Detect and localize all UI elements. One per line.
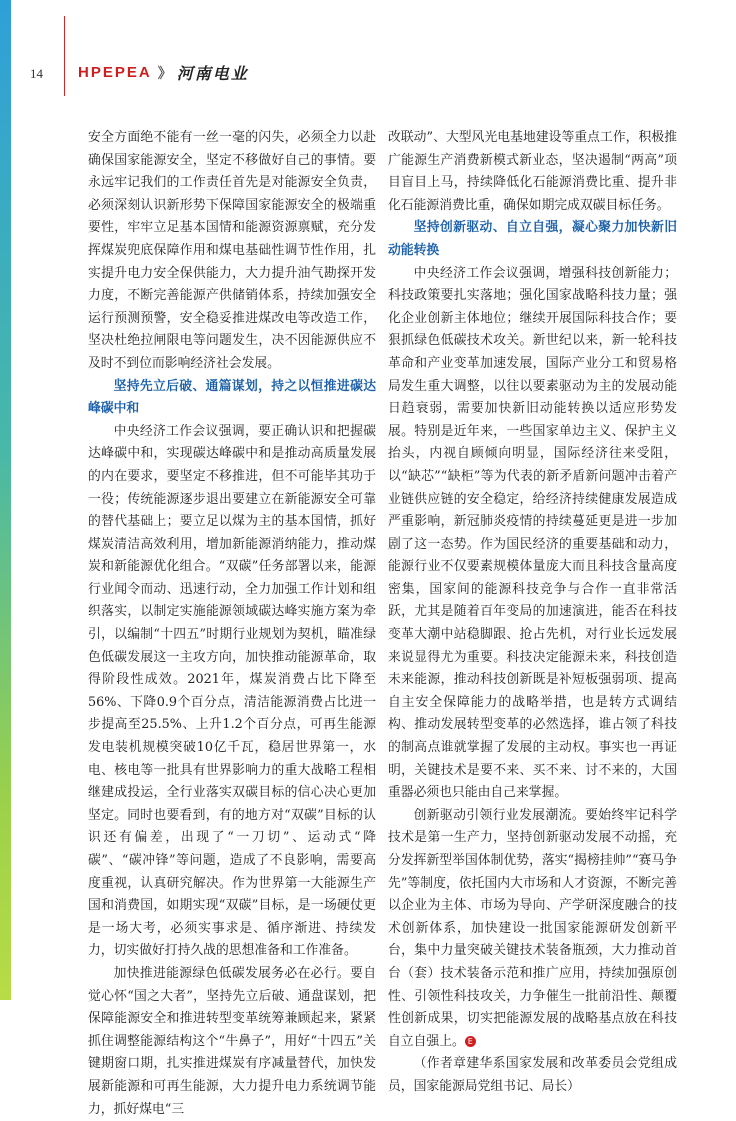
paragraph: 加快推进能源绿色低碳发展务必在必行。要自觉心怀“国之大者”，坚持先立后破、通盘谋划，把保障能源安全和推进转型变革统筹兼顾起来，紧紧抓住调整能源结构这个“牛鼻子”，用好“十四五”关键期窗口期，扎实推进煤炭有序减量替代，加快发展新能源和可再生能源，大力提升电力系统调节能力，抓好煤电“三 bbox=[88, 965, 376, 1117]
decorative-side-bar bbox=[0, 0, 11, 1000]
header-divider bbox=[64, 16, 65, 96]
masthead bbox=[78, 61, 249, 84]
left-column bbox=[88, 127, 376, 1121]
brand-logo-text: HPEPEA bbox=[78, 64, 152, 81]
chevron-separator-icon: 》 bbox=[157, 64, 171, 81]
paragraph: 中央经济工作会议强调，要正确认识和把握碳达峰碳中和，实现碳达峰碳中和是推动高质量发展的内在要求，要坚定不移推进，但不可能毕其功于一役；传统能源逐步退出要建立在新能源安全可靠的替代基础上；要立足以煤为主的基本国情，抓好煤炭清洁高效利用，增加新能源消纳能力，推动煤炭和新能源优化组合。“双碳”任务部署以来，能源行业闻令而动、迅速行动，全力加强工作计划和组织落实，以制定实施能源领域碳达峰实施方案为牵引，以编制“十四五”时期行业规划为契机，瞄准绿色低碳发展这一主攻方向，加快推动能源革命，取得阶段性成效。2021年，煤炭消费占比下降至56%、下降0.9个百分点，清洁能源消费占比进一步提高至25.5%、上升1.2个百分点，可再生能源发电装机规模突破10亿千瓦，稳居世界第一，水电、核电等一批具有世界影响力的重大战略工程相继建成投运，全行业落实双碳目标的信心决心更加坚定。同时也要看到，有的地方对“双碳”目标的认识还有偏差，出现了“一刀切”、运动式“降碳”、“碳冲锋”等问题，造成了不良影响，需要高度重视，认真研究解决。作为世界第一大能源生产国和消费国，如期实现“双碳”目标，是一场硬仗更是一场大考，必须实事求是、循序渐进、持续发力，切实做好打持久战的思想准备和工作准备。 bbox=[88, 423, 376, 959]
section-heading: 坚持先立后破、通篇谋划，持之以恒推进碳达峰碳中和 bbox=[88, 378, 376, 417]
article-end-icon: E bbox=[465, 1036, 476, 1047]
page-number: 14 bbox=[30, 66, 43, 81]
magazine-title: 河南电业 bbox=[176, 64, 249, 83]
right-column bbox=[388, 127, 677, 1099]
paragraph-text: 创新驱动引领行业发展潮流。要始终牢记科学技术是第一生产力，坚持创新驱动发展不动摇，充分发挥新型举国体制优势，落实“揭榜挂帅”“赛马争先”等制度，依托国内大市场和人才资源，不断完善以企业为主体、市场为导向、产学研深度融合的技术创新体系，加快建设一批国家能源研发创新平台，集中力量突破关键技术装备瓶颈，大力推动首台（套）技术装备示范和推广应用，持续加强原创性、引领性科技攻关，力争催生一批前沿性、颠覆性创新成果，切实把能源发展的战略基点放在科技自立自强上。 bbox=[388, 807, 677, 1049]
paragraph: 改联动”、大型风光电基地建设等重点工作，积极推广能源生产消费新模式新业态，坚决遏制“两高”项目盲目上马，持续降低化石能源消费比重、提升非化石能源消费比重，确保如期完成双碳目标任务。 bbox=[388, 130, 677, 213]
paragraph: 中央经济工作会议强调，增强科技创新能力；科技政策要扎实落地；强化国家战略科技力量；强化企业创新主体地位；继续开展国际科技合作；要狠抓绿色低碳技术攻关。新世纪以来，新一轮科技革命和产业变革加速发展，国际产业分工和贸易格局发生重大调整，以往以要素驱动为主的发展动能日趋衰弱，需要加快新旧动能转换以适应形势发展。特别是近年来，一些国家单边主义、保护主义抬头，内视自顾倾向明显，国际经济往来受阻，以“缺芯”“缺柜”等为代表的新矛盾新问题冲击着产业链供应链的安全稳定，给经济持续健康发展造成严重影响，新冠肺炎疫情的持续蔓延更是进一步加剧了这一态势。作为国民经济的重要基础和动力，能源行业不仅要素规模体量庞大而且科技含量高度密集，国家间的能源科技竞争与合作一直非常活跃，尤其是随着百年变局的加速演进，能否在科技变革大潮中站稳脚跟、抢占先机，对行业长远发展来说显得尤为重要。科技决定能源未来，科技创造未来能源，推动科技创新既是补短板强弱项、提高自主安全保障能力的战略举措，也是转方式调结构、推动发展转型变革的必然选择，谁占领了科技的制高点谁就掌握了发展的主动权。事实也一再证明，关键技术是要不来、买不来、讨不来的，大国重器必须也只能由自己来掌握。 bbox=[388, 265, 677, 801]
paragraph bbox=[388, 805, 677, 1054]
author-note: （作者章建华系国家发展和改革委员会党组成员，国家能源局党组书记、局长） bbox=[388, 1056, 677, 1094]
section-heading: 坚持创新驱动、自立自强，凝心聚力加快新旧动能转换 bbox=[388, 220, 677, 258]
paragraph: 安全方面绝不能有一丝一毫的闪失，必须全力以赴确保国家能源安全，坚定不移做好自己的事情。要永远牢记我们的工作责任首先是对能源安全负责，必须深刻认识新形势下保障国家能源安全的极端重要性，牢牢立足基本国情和能源资源禀赋，充分发挥煤炭兜底保障作用和煤电基础性调节性作用，扎实提升电力安全保供能力，大力提升油气勘探开发力度，不断完善能源产供储销体系，持续加强安全运行预测预警，安全稳妥推进煤改电等改造工作，坚决杜绝拉闸限电等问题发生，决不因能源供应不及时不到位而影响经济社会发展。 bbox=[88, 130, 376, 371]
